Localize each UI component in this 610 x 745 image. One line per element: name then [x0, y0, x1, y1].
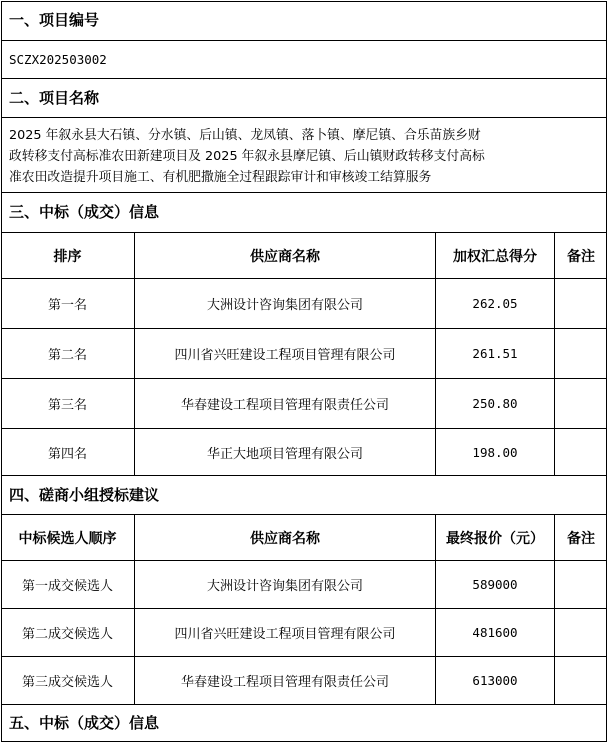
section-award-info-title: 三、中标（成交）信息	[1, 193, 607, 233]
ranking-rank: 第三名	[1, 379, 135, 428]
table-row	[1, 429, 607, 476]
ranking-header-score: 加权汇总得分	[436, 233, 555, 278]
project-name-line-2: 政转移支付高标准农田新建项目及 2025 年叙永县摩尼镇、后山镇财政转移支付高标	[9, 149, 485, 164]
ranking-supplier: 华正大地项目管理有限公司	[135, 429, 436, 475]
candidate-supplier: 大洲设计咨询集团有限公司	[135, 561, 436, 608]
ranking-supplier: 四川省兴旺建设工程项目管理有限公司	[135, 329, 436, 378]
ranking-score: 250.80	[436, 379, 555, 428]
candidate-header-order: 中标候选人顺序	[1, 515, 135, 560]
ranking-rank: 第四名	[1, 429, 135, 475]
ranking-supplier: 华春建设工程项目管理有限责任公司	[135, 379, 436, 428]
ranking-score: 198.00	[436, 429, 555, 475]
candidate-price: 481600	[436, 609, 555, 656]
table-row	[1, 279, 607, 329]
project-name-line-3: 准农田改造提升项目施工、有机肥撒施全过程跟踪审计和审核竣工结算服务	[9, 170, 432, 185]
candidate-order: 第二成交候选人	[1, 609, 135, 656]
ranking-note	[555, 279, 607, 328]
ranking-rank: 第一名	[1, 279, 135, 328]
ranking-header-rank: 排序	[1, 233, 135, 278]
candidate-header-note: 备注	[567, 530, 595, 547]
candidate-supplier: 华春建设工程项目管理有限责任公司	[135, 657, 436, 704]
candidate-header-supplier: 供应商名称	[135, 515, 436, 560]
project-name-line-1: 2025 年叙永县大石镇、分水镇、后山镇、龙凤镇、落卜镇、摩尼镇、合乐苗族乡财	[9, 128, 481, 143]
candidate-order: 第一成交候选人	[1, 561, 135, 608]
ranking-note	[555, 379, 607, 428]
candidate-header-price: 最终报价（元）	[436, 515, 555, 560]
table-row	[1, 609, 607, 657]
candidate-note	[555, 657, 607, 704]
ranking-rank: 第二名	[1, 329, 135, 378]
ranking-supplier: 大洲设计咨询集团有限公司	[135, 279, 436, 328]
candidate-price: 589000	[436, 561, 555, 608]
candidate-supplier: 四川省兴旺建设工程项目管理有限公司	[135, 609, 436, 656]
ranking-table-header	[1, 233, 607, 279]
project-name	[1, 118, 607, 193]
table-row	[1, 657, 607, 705]
ranking-score: 262.05	[436, 279, 555, 328]
section-award-info-title-2: 五、中标（成交）信息	[9, 714, 160, 732]
ranking-header-supplier: 供应商名称	[135, 233, 436, 278]
candidate-note	[555, 561, 607, 608]
section-project-name-title: 二、项目名称	[1, 79, 607, 118]
ranking-score: 261.51	[436, 329, 555, 378]
ranking-note	[555, 329, 607, 378]
project-code: SCZX202503002	[1, 41, 607, 79]
candidate-price: 613000	[436, 657, 555, 704]
candidate-order: 第三成交候选人	[1, 657, 135, 704]
section-recommendation-title: 四、磋商小组授标建议	[1, 476, 607, 515]
table-row	[1, 379, 607, 429]
ranking-header-note: 备注	[567, 248, 595, 265]
table-row	[1, 329, 607, 379]
table-row	[1, 561, 607, 609]
candidate-note	[555, 609, 607, 656]
ranking-note	[555, 429, 607, 475]
candidate-table-header	[1, 515, 607, 561]
section-project-code-title: 一、项目编号	[1, 1, 607, 41]
